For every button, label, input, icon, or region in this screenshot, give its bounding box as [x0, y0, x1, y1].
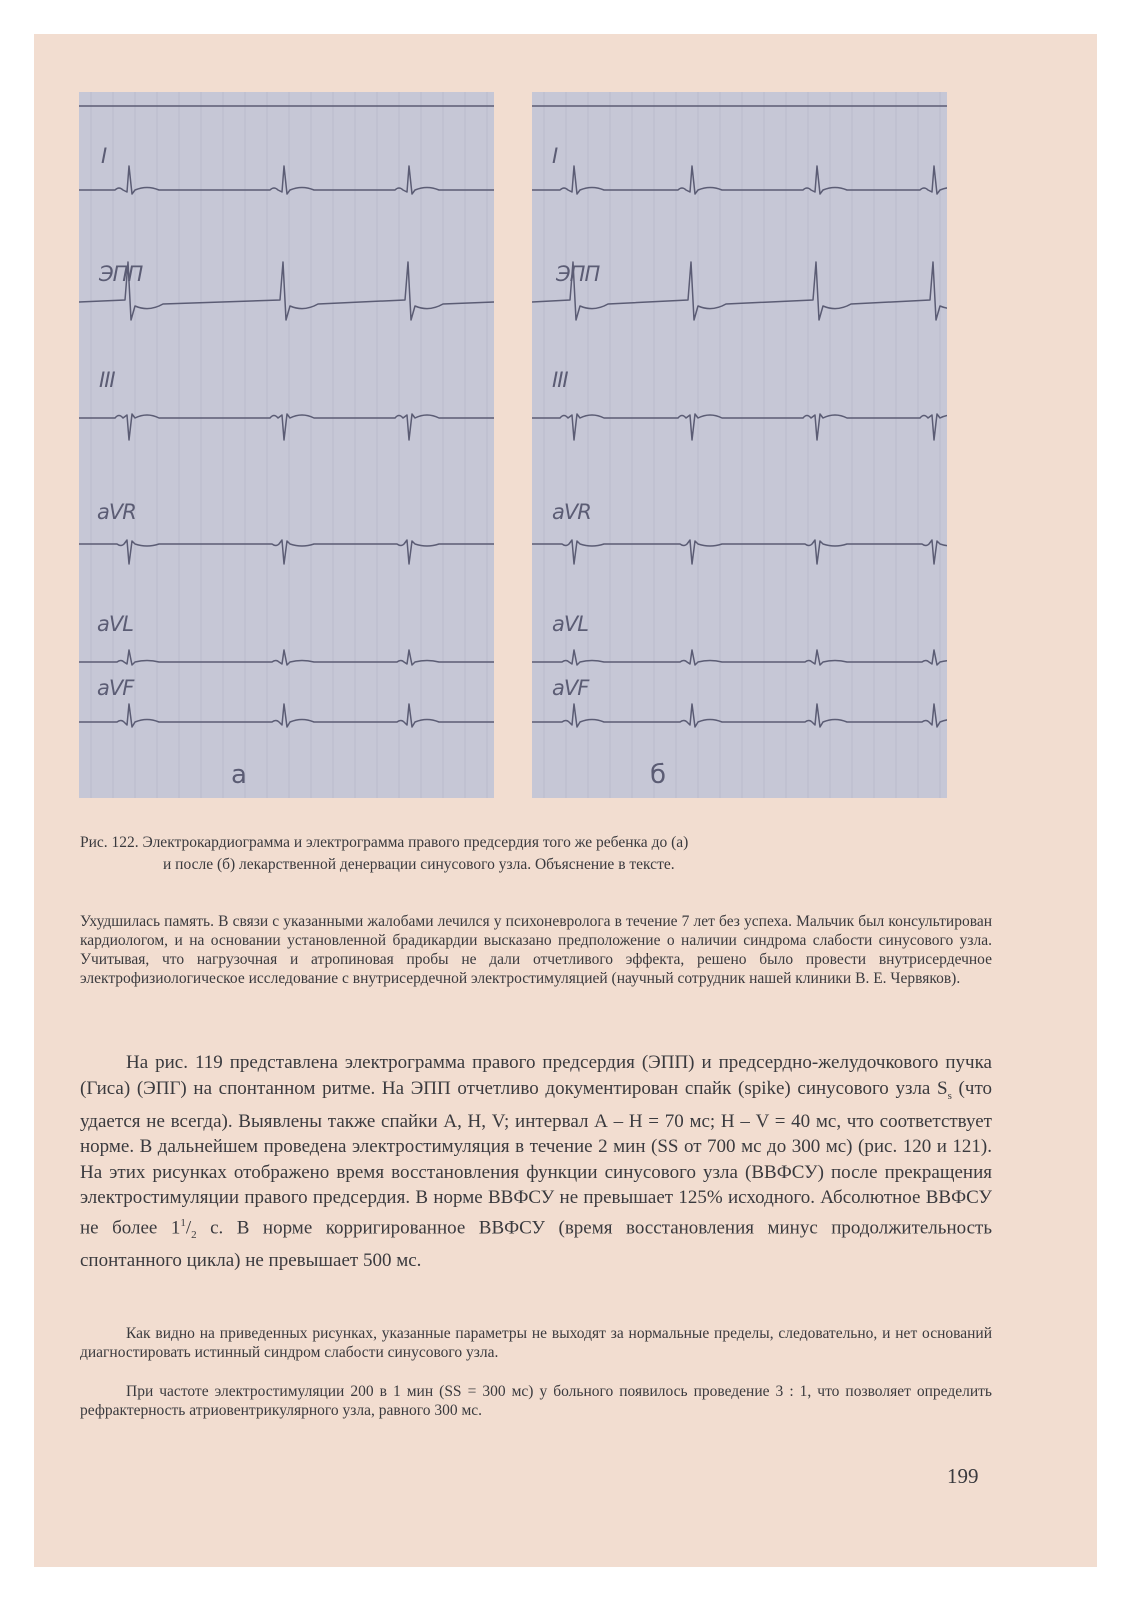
book-page	[34, 34, 1097, 1567]
ecg-trace-aVR	[532, 540, 947, 564]
lead-label-avf: aVF	[97, 676, 134, 700]
lead-label-avf: aVF	[552, 676, 589, 700]
lead-label-avr: aVR	[552, 500, 591, 524]
ecg-trace-III	[79, 414, 494, 440]
ecg-trace-aVR	[79, 540, 494, 564]
ecg-traces-a	[79, 92, 494, 798]
paragraph-2-fraction-slash: /	[185, 1217, 192, 1239]
paragraph-2-text-b: (что удается не всегда). Выявлены также спайки А, Н, V; интервал А – Н = 70 мс; Н – V = 40 мс, что соответствует норме. В дальнейшем проведена электростимуляция в течение 2 мин (SS от 700 мс до 300 мс) (рис. 120 и 121). На этих рисунках отображено время восстановления функции синусового узла (ВВФСУ) после прекращения электростимуляции правого предсердия. В норме ВВФСУ не превышает 125% исходного. Абсолютное ВВФСУ не более 1	[80, 1077, 992, 1239]
ecg-panel-a	[79, 92, 494, 798]
ecg-trace-aVL	[532, 650, 947, 665]
lead-label-epp: ЭПП	[556, 262, 600, 286]
paragraph-2-fraction-numerator: 1	[180, 1216, 186, 1229]
caption-line-1: Рис. 122. Электрокардиограмма и электрограмма правого предсердия того же ребенка до (а)	[80, 834, 689, 851]
paragraph-2-fraction-denominator: 2	[191, 1228, 197, 1241]
paragraph-1: Ухудшилась память. В связи с указанными жалобами лечился у психоневролога в течение 7 лет без успеха. Мальчик был консультирован кардиологом, и на основании установленной брадикардии высказано предположение о наличии синдрома слабости синусового узла. Учитывая, что нагрузочная и атропиновая пробы не дали отчетливого эффекта, решено было провести внутрисердечное электрофизиологическое исследование с внутрисердечной электростимуляцией (научный сотрудник нашей клиники В. Е. Червяков).	[80, 913, 992, 987]
lead-label-avl: aVL	[552, 612, 588, 636]
ecg-trace-I	[79, 166, 494, 194]
ecg-panel-b	[532, 92, 947, 798]
lead-label-avl: aVL	[97, 612, 133, 636]
page-number: 199	[947, 1464, 979, 1488]
paragraph-2-text-c: с. В норме корригированное ВВФСУ (время восстановления минус продолжительность спонтанного цикла) не превышает 500 мс.	[80, 1217, 992, 1272]
ecg-trace-aVF	[532, 704, 947, 727]
ecg-trace-III	[532, 414, 947, 440]
ecg-trace-I	[532, 166, 947, 194]
lead-label-i: I	[101, 144, 107, 168]
lead-label-epp: ЭПП	[99, 262, 143, 286]
caption-line-2: и после (б) лекарственной денервации синусового узла. Объяснение в тексте.	[163, 856, 675, 873]
lead-label-iii: III	[99, 368, 115, 392]
paragraph-3: Как видно на приведенных рисунках, указанные параметры не выходят за нормальные пределы, следовательно, и нет оснований диагностировать истинный синдром слабости синусового узла.	[80, 1325, 992, 1361]
lead-label-i: I	[552, 144, 558, 168]
panel-letter-b: б	[650, 760, 667, 790]
paragraph-2-subscript: s	[947, 1089, 952, 1102]
paragraph-2-text-a: На рис. 119 представлена электрограмма правого предсердия (ЭПП) и предсердно-желудочкового пучка (Гиса) (ЭПГ) на спонтанном ритме. На ЭПП отчетливо документирован спайк (spike) синусового узла S	[80, 1052, 992, 1099]
ecg-traces-b	[532, 92, 947, 798]
lead-label-iii: III	[552, 368, 568, 392]
lead-label-avr: aVR	[97, 500, 136, 524]
ecg-trace-aVF	[79, 704, 494, 727]
paragraph-4: При частоте электростимуляции 200 в 1 мин (SS = 300 мс) у больного появилось проведение 3 : 1, что позволяет определить рефрактерность атриовентрикулярного узла, равного 300 мс.	[80, 1383, 992, 1419]
panel-letter-a: а	[231, 760, 247, 790]
figure-caption	[80, 832, 992, 876]
paragraph-2	[80, 1050, 992, 1274]
ecg-trace-aVL	[79, 650, 494, 665]
